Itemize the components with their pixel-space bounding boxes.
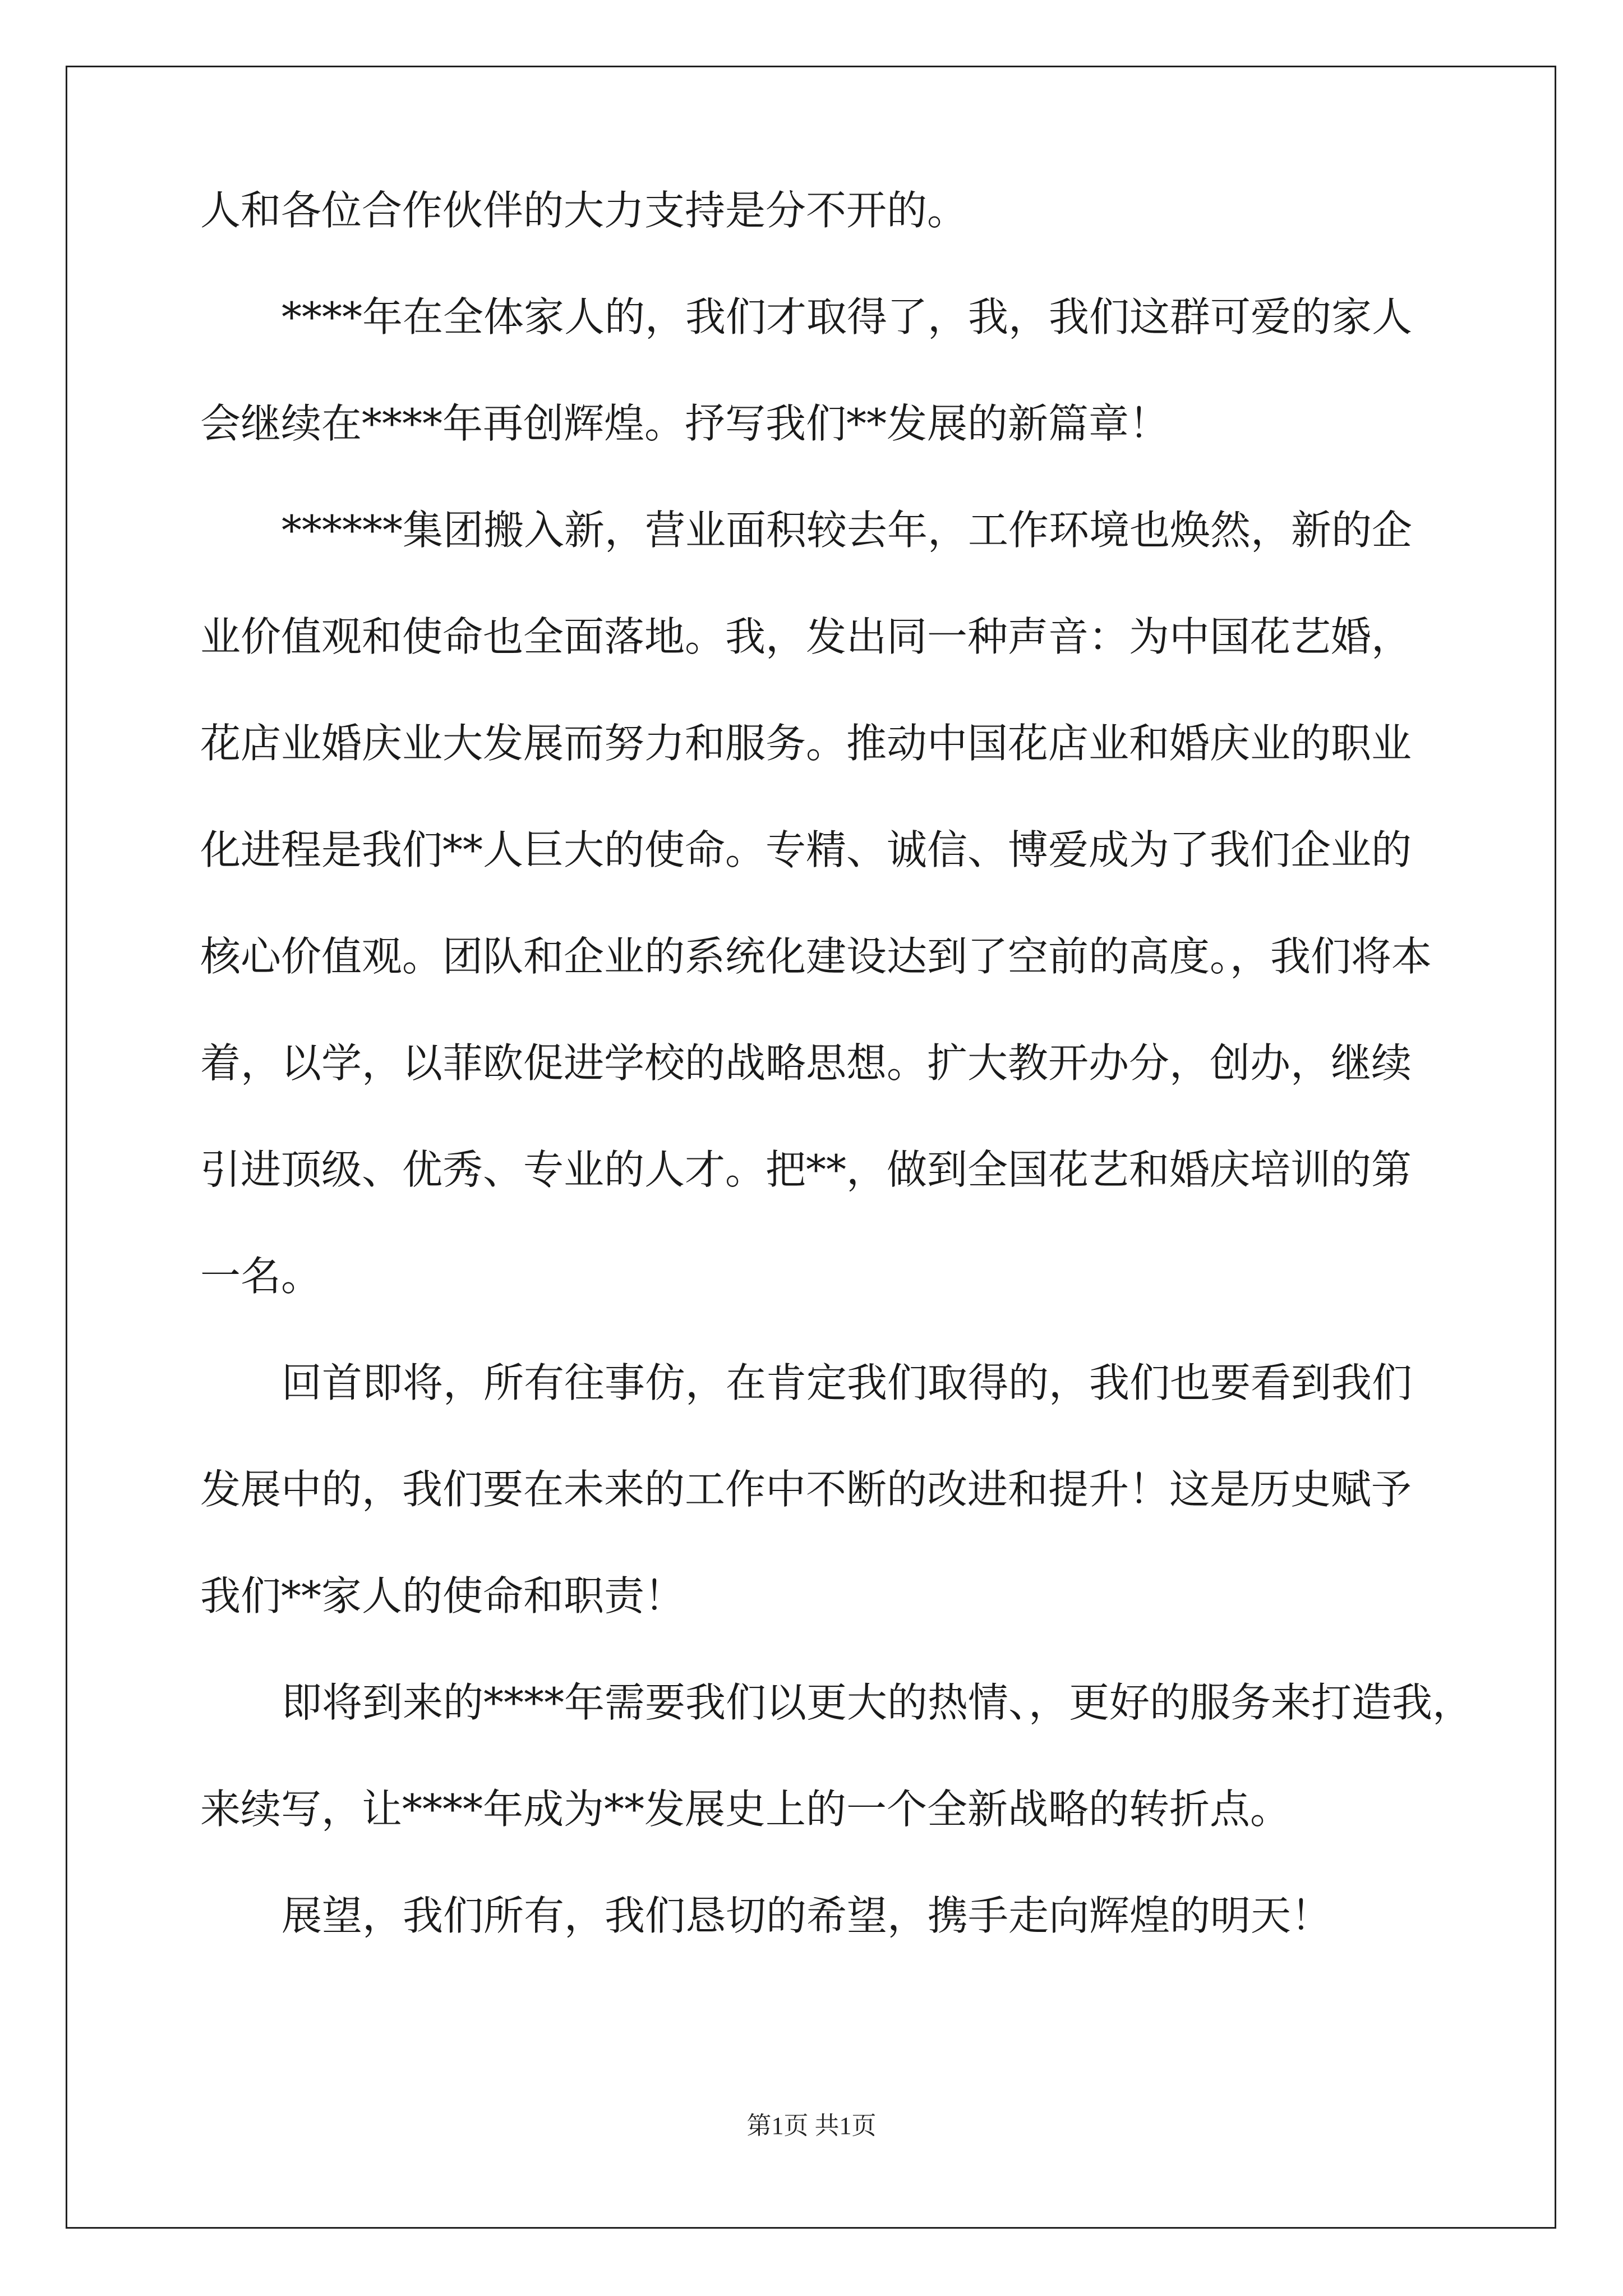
- text-line: 回首即将，所有往事仿，在肯定我们取得的，我们也要看到我们: [282, 1359, 1413, 1406]
- text-line: 业价值观和使命也全面落地。我，发出同一种声音：为中国花艺婚，: [200, 613, 1412, 660]
- text-line: ******集团搬入新，营业面积较去年，工作环境也焕然，新的企: [282, 507, 1413, 554]
- text-line: 引进顶级、优秀、专业的人才。把**，做到全国花艺和婚庆培训的第: [200, 1146, 1412, 1193]
- text-line: 核心价值观。团队和企业的系统化建设达到了空前的高度。，我们将本: [200, 933, 1432, 980]
- text-line: 人和各位合作伙伴的大力支持是分不开的。: [200, 187, 968, 234]
- page-footer: 第1页 共1页: [746, 2112, 877, 2139]
- text-line: 花店业婚庆业大发展而努力和服务。推动中国花店业和婚庆业的职业: [200, 720, 1412, 767]
- text-line: 展望，我们所有，我们恳切的希望，携手走向辉煌的明天！: [282, 1892, 1332, 1939]
- text-line: 着，以学，以菲欧促进学校的战略思想。扩大教开办分，创办，继续: [200, 1039, 1412, 1087]
- text-line: 发展中的，我们要在未来的工作中不断的改进和提升！这是历史赋予: [200, 1466, 1412, 1513]
- text-line: 会继续在****年再创辉煌。抒写我们**发展的新篇章！: [200, 400, 1170, 447]
- text-line: ****年在全体家人的，我们才取得了，我，我们这群可爱的家人: [282, 293, 1413, 341]
- text-line: 我们**家人的使命和职责！: [200, 1572, 685, 1619]
- text-line: 一名。: [200, 1253, 322, 1300]
- text-line: 来续写，让****年成为**发展史上的一个全新战略的转折点。: [200, 1786, 1291, 1833]
- text-line: 化进程是我们**人巨大的使命。专精、诚信、博爱成为了我们企业的: [200, 826, 1412, 873]
- text-line: 即将到来的****年需要我们以更大的热情、，更好的服务来打造我，: [282, 1679, 1473, 1726]
